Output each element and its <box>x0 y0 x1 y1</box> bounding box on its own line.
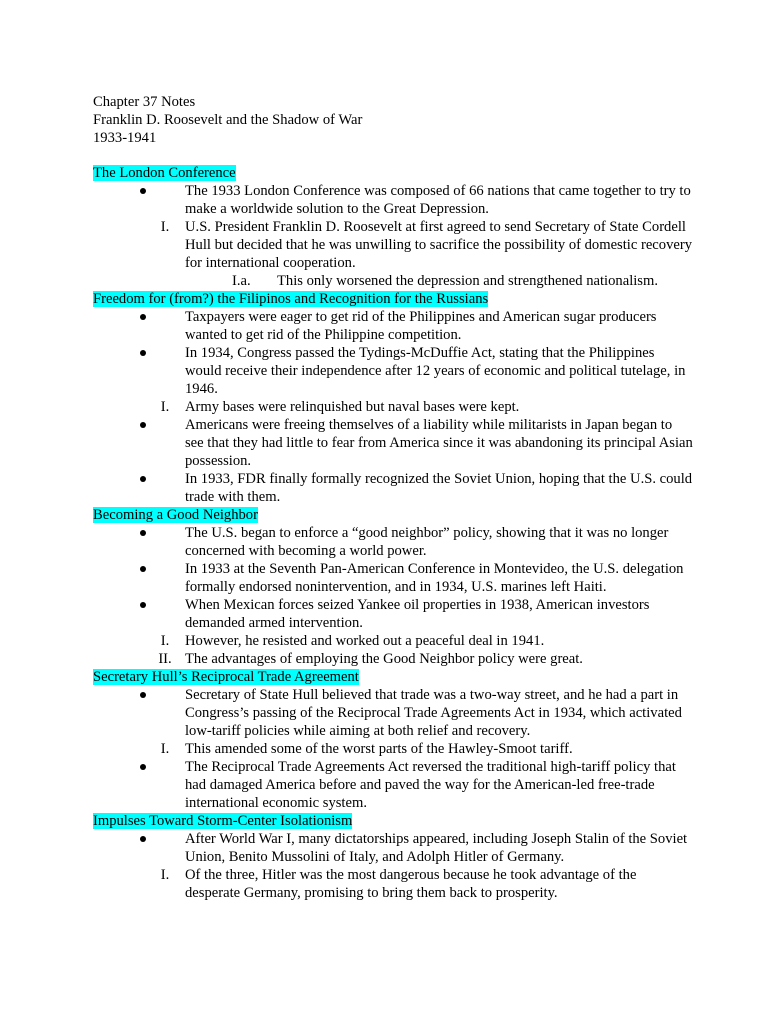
chapter-subtitle: Franklin D. Roosevelt and the Shadow of War <box>93 112 363 128</box>
notes-body <box>93 164 693 902</box>
roman-numeral: I. <box>160 633 170 649</box>
section-heading: Secretary Hull’s Reciprocal Trade Agreement <box>93 669 359 685</box>
roman-numeral: I. <box>160 219 170 235</box>
bullet-item: In 1933 at the Seventh Pan-American Conference in Montevideo, the U.S. delegation formally endorsed nonintervention, and in 1934, U.S. marines left Haiti. <box>138 560 693 596</box>
bullet-icon <box>138 308 185 326</box>
section-heading: Becoming a Good Neighbor <box>93 507 258 523</box>
roman-item: I. Army bases were relinquished but naval bases were kept. <box>185 398 693 416</box>
roman-item: I. U.S. President Franklin D. Roosevelt at first agreed to send Secretary of State Cordell Hull but decided that he was unwilling to sacrifice the possibility of domestic recovery for international cooperation. <box>185 218 693 272</box>
bullet-item: The 1933 London Conference was composed of 66 nations that came together to try to make a worldwide solution to the Great Depression. <box>138 182 693 218</box>
bullet-item: After World War I, many dictatorships appeared, including Joseph Stalin of the Soviet Union, Benito Mussolini of Italy, and Adolph Hitler of Germany. <box>138 830 693 866</box>
sub-numeral: I.a. <box>232 273 251 289</box>
roman-item: I. This amended some of the worst parts of the Hawley-Smoot tariff. <box>185 740 693 758</box>
bullet-item: Americans were freeing themselves of a liability while militarists in Japan began to see that they had little to fear from America since it was abandoning its principal Asian possession. <box>138 416 693 470</box>
section-heading: Impulses Toward Storm-Center Isolationism <box>93 813 353 829</box>
bullet-icon <box>138 344 185 362</box>
bullet-item: In 1934, Congress passed the Tydings-McDuffie Act, stating that the Philippines would receive their independence after 12 years of economic and political tutelage, in 1946. <box>138 344 693 398</box>
bullet-icon <box>138 758 185 776</box>
bullet-icon <box>138 182 185 200</box>
roman-numeral: I. <box>160 741 170 757</box>
document-header <box>93 93 362 147</box>
roman-numeral: I. <box>160 867 170 883</box>
bullet-icon <box>138 596 185 614</box>
roman-numeral: II. <box>158 651 172 667</box>
chapter-title: Chapter 37 Notes <box>93 94 196 110</box>
sub-item: I.a. This only worsened the depression and strengthened nationalism. <box>232 273 658 289</box>
bullet-item: The Reciprocal Trade Agreements Act reversed the traditional high-tariff policy that had damaged America before and paved the way for the American-led free-trade international economic system. <box>138 758 693 812</box>
roman-item: II. The advantages of employing the Good Neighbor policy were great. <box>185 650 693 668</box>
bullet-icon <box>138 524 185 542</box>
bullet-item: In 1933, FDR finally formally recognized the Soviet Union, hoping that the U.S. could trade with them. <box>138 470 693 506</box>
roman-numeral: I. <box>160 399 170 415</box>
bullet-icon <box>138 470 185 488</box>
bullet-icon <box>138 830 185 848</box>
section-heading: The London Conference <box>93 165 236 181</box>
bullet-item: When Mexican forces seized Yankee oil properties in 1938, American investors demanded armed intervention. <box>138 596 693 632</box>
bullet-icon <box>138 560 185 578</box>
bullet-icon <box>138 416 185 434</box>
chapter-years: 1933-1941 <box>93 130 157 146</box>
bullet-item: The U.S. began to enforce a “good neighbor” policy, showing that it was no longer concerned with becoming a world power. <box>138 524 693 560</box>
roman-item: I. Of the three, Hitler was the most dangerous because he took advantage of the desperate Germany, promising to bring them back to prosperity. <box>185 866 693 902</box>
roman-item: I. However, he resisted and worked out a peaceful deal in 1941. <box>185 632 693 650</box>
section-heading: Freedom for (from?) the Filipinos and Recognition for the Russians <box>93 291 489 307</box>
bullet-item: Secretary of State Hull believed that trade was a two-way street, and he had a part in Congress’s passing of the Reciprocal Trade Agreements Act in 1934, which activated low-tariff policies while aiming at both relief and recovery. <box>138 686 693 740</box>
bullet-icon <box>138 686 185 704</box>
bullet-item: Taxpayers were eager to get rid of the Philippines and American sugar producers wanted to get rid of the Philippine competition. <box>138 308 693 344</box>
